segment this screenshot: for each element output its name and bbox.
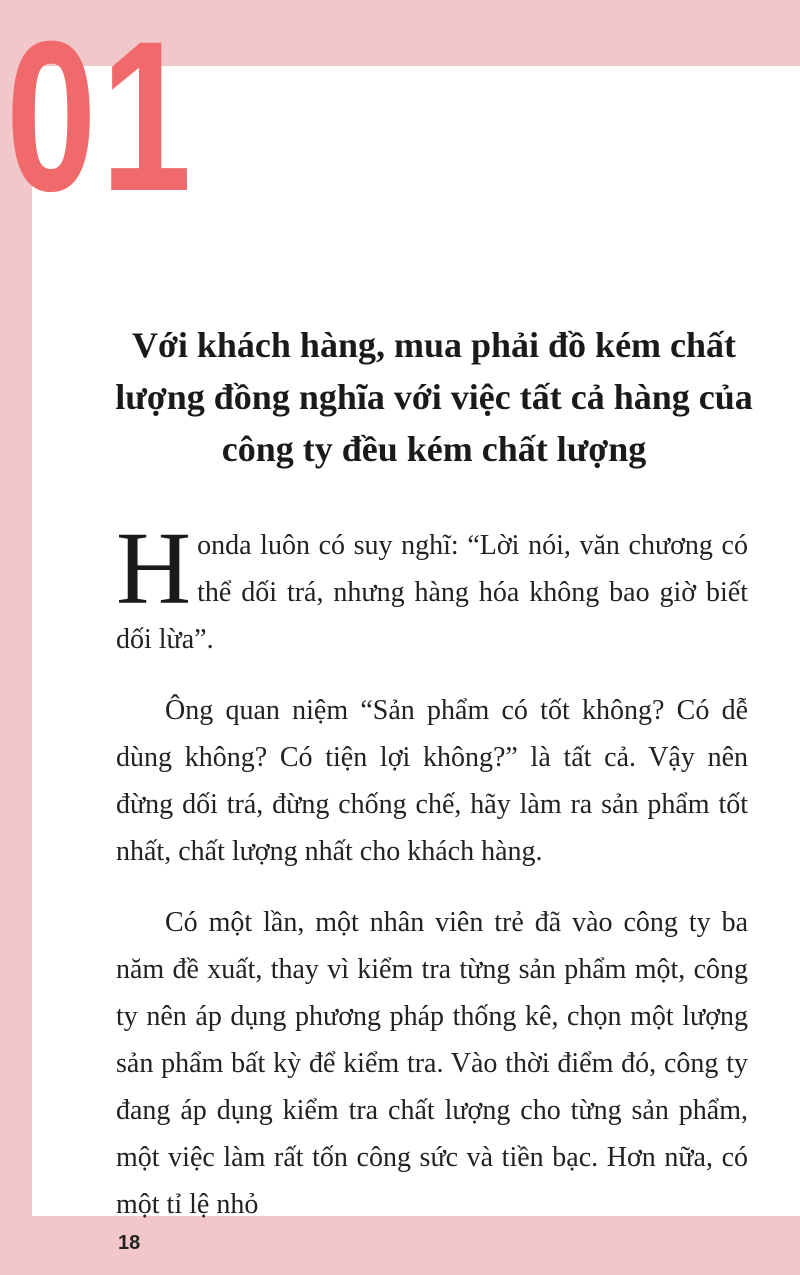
paragraph-1-text: onda luôn có suy nghĩ: “Lời nói, văn chương có thể dối trá, nhưng hàng hóa không bao giờ biết dối lừa”. <box>116 530 748 655</box>
paragraph-1 <box>116 511 748 663</box>
drop-cap: H <box>116 511 192 626</box>
paragraph-3: Có một lần, một nhân viên trẻ đã vào công ty ba năm đề xuất, thay vì kiểm tra từng sản phẩm một, công ty nên áp dụng phương pháp thống kê, chọn một lượng sản phẩm bất kỳ để kiểm tra. Vào thời điểm đó, công ty đang áp dụng kiểm tra chất lượng cho từng sản phẩm, một việc làm rất tốn công sức và tiền bạc. Hơn nữa, có một tỉ lệ nhỏ <box>116 907 748 1220</box>
page-number: 18 <box>118 1232 141 1254</box>
body-text <box>116 511 748 1252</box>
paragraph-2: Ông quan niệm “Sản phẩm có tốt không? Có dễ dùng không? Có tiện lợi không?” là tất cả. Vậy nên đừng dối trá, đừng chống chế, hãy làm ra sản phẩm tốt nhất, chất lượng nhất cho khách hàng. <box>116 695 748 867</box>
chapter-number: 01 <box>6 0 197 236</box>
chapter-title: Với khách hàng, mua phải đồ kém chất lượng đồng nghĩa với việc tất cả hàng của công ty đều kém chất lượng <box>115 325 753 469</box>
book-page <box>32 66 800 1254</box>
